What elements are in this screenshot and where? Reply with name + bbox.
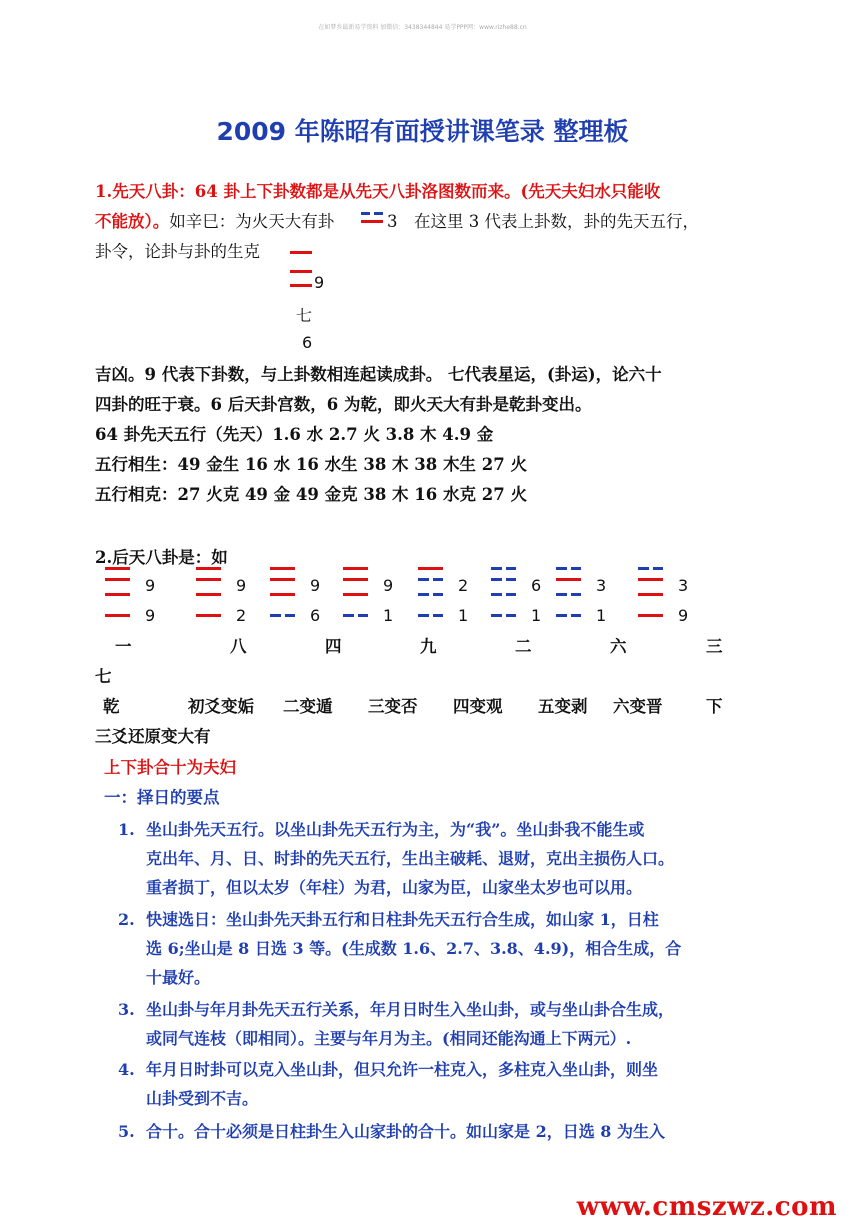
s2-head: 2.后天八卦是：如 <box>95 548 228 567</box>
gua-top-num: 9 <box>310 576 321 595</box>
yin-line <box>556 567 581 570</box>
rule-number: 5. <box>118 1122 135 1141</box>
gua-num-4: 二 <box>515 637 532 656</box>
red-heading: 上下卦合十为夫妇 <box>104 758 236 777</box>
gua-bot-num: 1 <box>531 606 542 625</box>
yang-line <box>638 614 663 617</box>
rule-line: 重者损丁，但以太岁（年柱）为君，山家为臣，山家坐太岁也可以用。 <box>146 878 643 897</box>
rule-line: 坐山卦与年月卦先天五行关系，年月日时生入坐山卦，或与坐山卦合生成， <box>146 1000 675 1019</box>
rule-line: 坐山卦先天五行。以坐山卦先天五行为主，为“我”。坐山卦我不能生或 <box>146 820 645 839</box>
rule-item <box>118 1117 738 1146</box>
s1-line1: 1.先天八卦：64 卦上下卦数都是从先天八卦洛图数而来。(先天夫妇水只能收 <box>95 182 661 201</box>
s1-p2: 四卦的旺于衰。6 后天卦宫数，6 为乾，即火天大有卦是乾卦变出。 <box>95 395 592 414</box>
rule-line: 克出年、月、日、时卦的先天五行，生出主破耗、退财，克出主损伤人口。 <box>146 849 675 868</box>
gua-top-num: 3 <box>678 576 689 595</box>
s1-line3: 卦令，论卦与卦的生克 <box>95 242 260 261</box>
yang-line <box>105 567 130 570</box>
rule-line: 合十。合十必须是日柱卦生入山家卦的合十。如山家是 2，日选 8 为生入 <box>146 1122 665 1141</box>
yin-line <box>491 567 516 570</box>
gua-num-0: 一 <box>115 637 132 656</box>
s1-n6: 6 <box>302 333 313 352</box>
yang-line <box>343 578 368 581</box>
gua-bot-num: 1 <box>383 606 394 625</box>
gua-num-3: 九 <box>420 637 437 656</box>
gua-num-2: 四 <box>325 637 342 656</box>
yang-line <box>105 614 130 617</box>
yin-line <box>491 578 516 581</box>
yang-line <box>105 593 130 596</box>
s1-n7: 七 <box>296 306 313 325</box>
yin-line <box>556 614 581 617</box>
gua-name-3: 三变否 <box>368 697 418 716</box>
gua-top-num: 3 <box>596 576 607 595</box>
rule-line: 山卦受到不吉。 <box>146 1089 259 1108</box>
gua-bot-num: 2 <box>236 606 247 625</box>
gua-name-0: 乾 <box>103 697 120 716</box>
gua-top-num: 9 <box>236 576 247 595</box>
rule-number: 4. <box>118 1060 135 1079</box>
gua-num-wrap: 七 <box>95 667 112 686</box>
rule-item <box>118 995 738 1053</box>
gua-top-num: 9 <box>383 576 394 595</box>
yang-line <box>270 593 295 596</box>
yang-line <box>196 593 221 596</box>
page-header: 在如梦乡最新易学资料 加微信：3438344844 易学PPP网：www.rizhe88.cn <box>318 24 527 31</box>
s1-line2: 不能放）。如辛巳：为火天大有卦 <box>95 212 335 231</box>
rule-item <box>118 815 738 902</box>
watermark: www.cmszwz.com <box>576 1192 837 1222</box>
s1-p3: 64 卦先天五行（先天）1.6 水 2.7 火 3.8 木 4.9 金 <box>95 425 494 444</box>
yang-line <box>196 578 221 581</box>
gua-bot-num: 1 <box>458 606 469 625</box>
gua-name-4: 四变观 <box>453 697 503 716</box>
yang-line <box>270 567 295 570</box>
yang-line <box>270 578 295 581</box>
rule-item <box>118 1055 738 1113</box>
page-title: 2009 年陈昭有面授讲课笔录 整理板 <box>216 117 629 146</box>
rule-item <box>118 905 738 992</box>
rule-line: 或同气连枝（即相同）。主要与年月为主。(相同还能沟通上下两元）. <box>146 1029 632 1048</box>
s1-p5: 五行相克：27 火克 49 金 49 金克 38 木 16 水克 27 火 <box>95 485 527 504</box>
yin-line <box>491 614 516 617</box>
yang-line <box>418 567 443 570</box>
yang-line <box>638 578 663 581</box>
yin-line <box>638 567 663 570</box>
gua-num-6: 三 <box>706 637 723 656</box>
yang-line <box>556 578 581 581</box>
gua-top-num: 6 <box>531 576 542 595</box>
yin-line <box>270 614 295 617</box>
yin-line <box>418 614 443 617</box>
yang-line <box>196 567 221 570</box>
gua-bot-num: 1 <box>596 606 607 625</box>
yang-line <box>343 567 368 570</box>
gua-name-2: 二变遁 <box>283 697 333 716</box>
gua-bot-num: 6 <box>310 606 321 625</box>
gua-top-num: 9 <box>145 576 156 595</box>
gua-name-wrap: 三爻还原变大有 <box>95 727 211 746</box>
yin-line <box>418 593 443 596</box>
s1-p1: 吉凶。9 代表下卦数，与上卦数相连起读成卦。 七代表星运，(卦运)，论六十 <box>95 365 662 384</box>
yin-line <box>343 614 368 617</box>
rule-line: 选 6;坐山是 8 日选 3 等。(生成数 1.6、2.7、3.8、4.9)，相合生成，合 <box>146 939 682 958</box>
gua-num-5: 六 <box>610 637 627 656</box>
yang-line <box>105 578 130 581</box>
rule-number: 2. <box>118 910 135 929</box>
yin-line <box>491 593 516 596</box>
gua-top-num: 2 <box>458 576 469 595</box>
gua-bot-num: 9 <box>145 606 156 625</box>
rule-line: 快速选日：坐山卦先天卦五行和日柱卦先天五行合生成，如山家 1，日柱 <box>146 910 659 929</box>
rule-line: 十最好。 <box>146 968 211 987</box>
rule-line: 年月日时卦可以克入坐山卦，但只允许一柱克入，多柱克入坐山卦，则坐 <box>146 1060 659 1079</box>
gua-name-7: 下 <box>706 697 723 716</box>
s1-n9: 9 <box>314 273 325 292</box>
s1-t2: 在这里 3 代表上卦数，卦的先天五行， <box>414 212 699 231</box>
yang-line <box>638 593 663 596</box>
yin-line <box>556 593 581 596</box>
s1-p4: 五行相生：49 金生 16 水 16 水生 38 木 38 木生 27 火 <box>95 455 527 474</box>
sub-heading: 一：择日的要点 <box>104 788 220 807</box>
gua-bot-num: 9 <box>678 606 689 625</box>
rule-number: 3. <box>118 1000 135 1019</box>
gua-name-6: 六变晋 <box>613 697 663 716</box>
rule-number: 1. <box>118 820 135 839</box>
yang-line <box>196 614 221 617</box>
gua-name-5: 五变剥 <box>538 697 588 716</box>
gua-name-1: 初爻变姤 <box>188 697 254 716</box>
yang-line <box>343 593 368 596</box>
s1-n3: 3 <box>387 212 398 231</box>
yin-line <box>418 578 443 581</box>
gua-num-1: 八 <box>230 637 247 656</box>
